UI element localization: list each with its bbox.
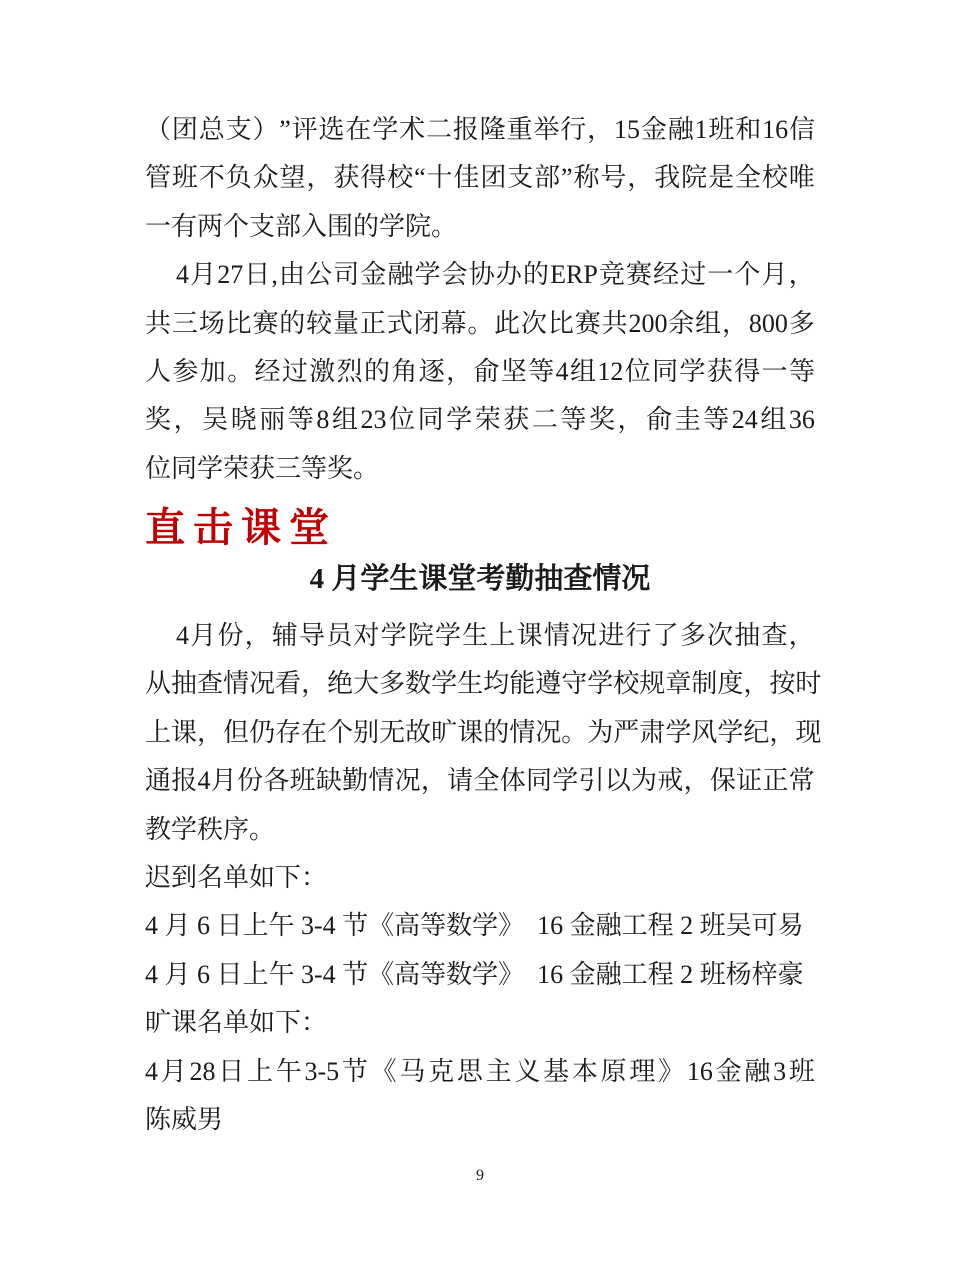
paragraph-line: 从 抽 查 情 况 看 ， 绝 大 多 数 学 生 均 能 遵 守 学 校 规 章 制 度 ， 按 时 xyxy=(145,669,822,699)
page-number: 9 xyxy=(476,1167,484,1184)
absent-list-item: 4 月 28 日 上 午 3-5 节 《 马 克 思 主 义 基 本 原 理 》 16 金 融 3 班 xyxy=(145,1056,815,1086)
paragraph-line: 4 月 27 日 , 由 公 司 金 融 学 会 协 办 的 ERP 竞 赛 经 过 一 个 月 ， xyxy=(176,260,815,290)
paragraph-line: 通 报 4 月 份 各 班 缺 勤 情 况 ， 请 全 体 同 学 引 以 为 戒 ， 保 证 正 常 xyxy=(145,766,815,796)
paragraph-line: 共 三 场 比 赛 的 较 量 正 式 闭 幕 。 此 次 比 赛 共 200 余 组 ， 800 多 xyxy=(145,308,815,338)
body-text-section-1 xyxy=(145,106,815,493)
paragraph-line: 人 参 加 。 经 过 激 烈 的 角 逐 ， 俞 坚 等 4 组 12 位 同 学 获 得 一 等 xyxy=(145,356,815,386)
paragraph-line: 管 班 不 负 众 望 ， 获 得 校 “ 十 佳 团 支 部 ” 称 号 ， 我 院 是 全 校 唯 xyxy=(145,163,815,193)
late-list-item: 4 月 6 日上午 3-4 节《高等数学》 16 金融工程 2 班吴可易 xyxy=(145,911,804,941)
late-list-item: 4 月 6 日上午 3-4 节《高等数学》 16 金融工程 2 班杨梓豪 xyxy=(145,959,804,989)
report-subtitle: 4 月学生课堂考勤抽查情况 xyxy=(309,563,651,595)
list-label-absent: 旷课名单如下： xyxy=(145,1008,328,1038)
paragraph-line: 教学秩序。 xyxy=(145,814,276,844)
section-heading-red: 直击课堂 xyxy=(145,505,337,550)
paragraph-line: 4 月 份 ， 辅 导 员 对 学 院 学 生 上 课 情 况 进 行 了 多 次 抽 查 ， xyxy=(176,621,815,650)
paragraph-line: 奖 ， 吴 晓 丽 等 8 组 23 位 同 学 荣 获 二 等 奖 ， 俞 圭 等 24 组 36 xyxy=(145,405,815,435)
paragraph-line: 一有两个支部入围的学院。 xyxy=(145,211,458,241)
list-label-late: 迟到名单如下： xyxy=(145,862,328,892)
paragraph-line: （ 团 总 支 ） ” 评 选 在 学 术 二 报 隆 重 举 行 ， 15 金 融 1 班 和 16 信 xyxy=(145,115,815,144)
absent-list-item: 陈威男 xyxy=(145,1104,224,1134)
body-text-section-2 xyxy=(145,612,822,1144)
paragraph-line: 上 课 ， 但 仍 存 在 个 别 无 故 旷 课 的 情 况 。 为 严 肃 学 风 学 纪 ， 现 xyxy=(145,717,822,747)
paragraph-line: 位同学荣获三等奖。 xyxy=(145,453,380,483)
